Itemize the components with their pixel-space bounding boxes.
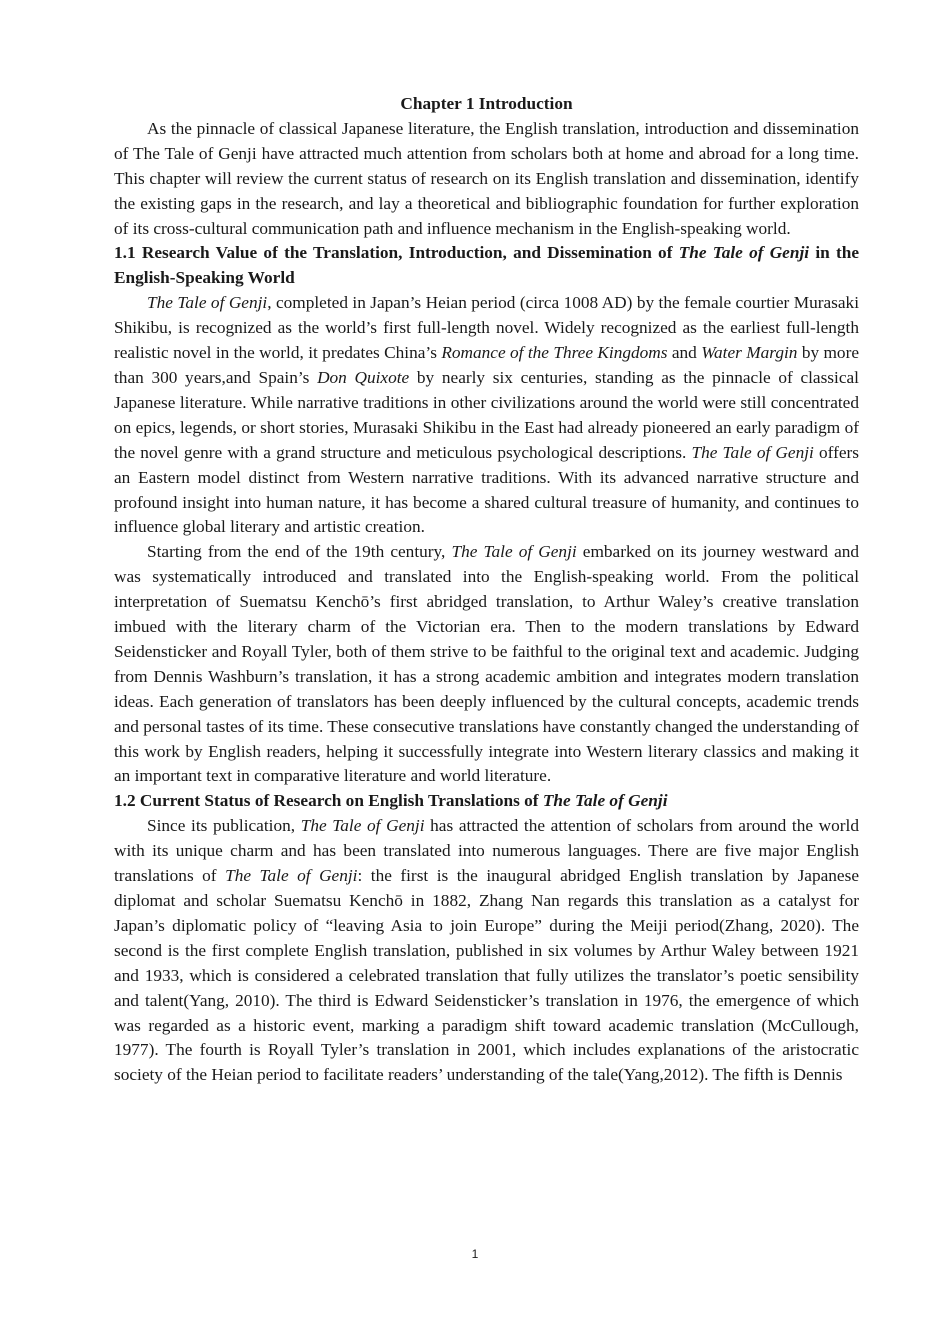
paragraph-text: has attracted the attention of scholars from around the world with its unique charm and has been translated into numerous languages. There are five major English translations of — [114, 816, 859, 886]
section-1-2-heading-pre: 1.2 Current Status of Research on English Translations of — [114, 791, 543, 811]
italic-title-text: Don Quixote — [317, 367, 410, 387]
section-1-1-heading — [114, 241, 859, 291]
paragraph-text: , completed in Japan’s Heian period (circa 1008 AD) by the female courtier Murasaki Shikibu, is recognized as the world’s first full-length novel. Widely recognized as the earliest full-length realistic novel in the world, it predates China’s — [114, 293, 859, 363]
paragraph-text: by more than 300 years,and Spain’s — [114, 343, 859, 387]
section-1-1-paragraph-1 — [114, 291, 859, 540]
section-1-2-paragraph-1 — [114, 814, 859, 1088]
intro-paragraph: As the pinnacle of classical Japanese literature, the English translation, introduction and dissemination of The Tale of Genji have attracted much attention from scholars both at home and abroad for a long time. This chapter will review the current status of research on its English translation and dissemination, identify the existing gaps in the research, and lay a theoretical and bibliographic foundation for further exploration of its cross-cultural communication path and influence mechanism in the English-speaking world. — [114, 118, 859, 238]
italic-title-text: The Tale of Genji — [147, 293, 268, 313]
paragraph-text: by nearly six centuries, standing as the pinnacle of classical Japanese literature. While narrative traditions in other civilizations around the world were still concentrated on epics, legends, or short stories, Murasaki Shikibu in the East had already pioneered an early paradigm of the novel genre with a grand structure and meticulous psychological descriptions. — [114, 367, 859, 462]
paragraph-text: : the first is the inaugural abridged English translation by Japanese diplomat and scholar Suematsu Kenchō in 1882, Zhang Nan regards this translation as a catalyst for Japan’s diplomatic policy of “leaving Asia to join Europe” during the Meiji period(Zhang, 2020). The second is the first complete English translation, published in six volumes by Arthur Waley between 1921 and 1933, which is considered a celebrated translation that fully utilizes the translator’s poetic sensibility and talent(Yang, 2010). The third is Edward Seidensticker’s translation in 1976, the emergence of which was regarded as a historic event, marking a paradigm shift toward academic translation (McCullough, 1977). The fourth is Royall Tyler’s translation in 2001, which includes explanations of the aristocratic society of the Heian period to facilitate readers’ understanding of the tale(Yang,2012). The fifth is Dennis — [114, 866, 859, 1085]
section-1-1-heading-pre: 1.1 Research Value of the Translation, Introduction, and Dissemination of — [114, 243, 679, 263]
paragraph-text: and — [667, 343, 702, 363]
italic-title-text: The Tale of Genji — [691, 442, 814, 462]
section-1-2-heading-italic: The Tale of Genji — [542, 791, 668, 811]
italic-title-text: The Tale of Genji — [451, 542, 577, 562]
section-1-1-paragraph-2 — [114, 540, 859, 789]
section-1-2-heading — [114, 789, 859, 814]
section-1-1-heading-post: in the English-Speaking World — [114, 243, 859, 288]
paragraph-text: Starting from the end of the 19th century, — [147, 542, 452, 562]
chapter-title: Chapter 1 Introduction — [400, 94, 573, 113]
paragraph-text: offers an Eastern model distinct from Western narrative traditions. With its advanced narrative structure and profound insight into human nature, it has become a shared cultural treasure of humanity, and continues to influence global literary and artistic creation. — [114, 442, 859, 537]
paragraph-text: Since its publication, — [147, 816, 301, 836]
document-page — [114, 92, 859, 1088]
italic-title-text: The Tale of Genji — [225, 866, 358, 886]
italic-title-text: Water Margin — [701, 343, 798, 363]
paragraph-text: embarked on its journey westward and was systematically introduced and translated into the English-speaking world. From the political interpretation of Suematsu Kenchō’s first abridged translation, to Arthur Waley’s creative translation imbued with the literary charm of the Victorian era. Then to the modern translations by Edward Seidensticker and Royall Tyler, both of them strive to be faithful to the original text and academic. Judging from Dennis Washburn’s translation, it has a strong academic ambition and integrates modern translation ideas. Each generation of translators has been deeply influenced by the cultural concepts, academic trends and personal tastes of its time. These consecutive translations have constantly changed the understanding of this work by English readers, helping it successfully integrate into Western literary classics and making it an important text in comparative literature and world literature. — [114, 542, 860, 786]
section-1-1-heading-italic: The Tale of Genji — [678, 243, 810, 263]
page-number: 1 — [471, 1247, 479, 1261]
italic-title-text: Romance of the Three Kingdoms — [441, 343, 668, 363]
italic-title-text: The Tale of Genji — [300, 816, 425, 836]
